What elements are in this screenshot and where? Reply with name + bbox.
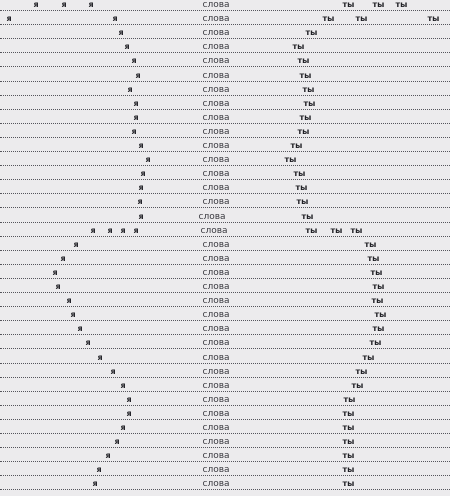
word-me: я xyxy=(105,451,111,461)
word-me: я xyxy=(140,169,146,179)
text-line xyxy=(0,213,450,223)
word-me: я xyxy=(114,437,120,447)
text-line xyxy=(0,128,450,138)
word-you: ты xyxy=(296,197,309,207)
text-line xyxy=(0,424,450,434)
word-me: я xyxy=(120,423,126,432)
text-line xyxy=(0,466,450,476)
word-you: ты xyxy=(367,253,380,263)
word-you: ты xyxy=(369,338,382,348)
word-me: я xyxy=(52,267,58,277)
text-line xyxy=(0,142,450,152)
word-you: ты xyxy=(364,239,377,249)
word-words: слова xyxy=(202,98,230,109)
text-line xyxy=(0,354,450,364)
text-line xyxy=(0,283,450,293)
word-you: ты xyxy=(342,479,355,489)
word-words: слова xyxy=(202,267,230,278)
word-you: ты xyxy=(302,84,315,94)
word-you: ты xyxy=(299,112,312,122)
word-you: ты xyxy=(295,183,308,193)
word-me: я xyxy=(90,225,96,235)
word-you: ты xyxy=(293,169,306,179)
word-words: слова xyxy=(202,338,230,349)
word-you: ты xyxy=(372,324,385,334)
word-words: слова xyxy=(202,394,230,405)
word-me: я xyxy=(131,56,137,66)
text-line xyxy=(0,198,450,208)
text-line xyxy=(0,311,450,321)
word-words: слова xyxy=(202,239,230,250)
text-line xyxy=(0,269,450,279)
word-you: ты xyxy=(292,42,305,52)
word-words: слова xyxy=(200,225,228,236)
word-words: слова xyxy=(202,183,230,194)
word-me: я xyxy=(88,0,94,9)
word-words: слова xyxy=(202,437,230,448)
word-me: я xyxy=(138,141,144,150)
text-line xyxy=(0,170,450,180)
word-you: ты xyxy=(305,28,318,38)
word-words: слова xyxy=(202,42,230,53)
word-words: слова xyxy=(202,169,230,180)
word-words: слова xyxy=(202,296,230,307)
text-line xyxy=(0,86,450,96)
word-words: слова xyxy=(202,253,230,264)
text-line xyxy=(0,1,450,11)
word-you: ты xyxy=(284,155,297,165)
word-words: слова xyxy=(202,352,230,363)
word-me: я xyxy=(107,225,113,235)
word-me: я xyxy=(138,183,144,193)
word-me: я xyxy=(138,211,144,221)
word-me: я xyxy=(96,465,102,475)
word-me: я xyxy=(66,296,72,306)
word-me: я xyxy=(131,126,137,136)
word-words: слова xyxy=(198,211,226,222)
word-words: слова xyxy=(202,56,230,67)
word-words: слова xyxy=(202,324,230,335)
text-line xyxy=(0,227,450,237)
word-you: ты xyxy=(355,14,368,24)
word-me: я xyxy=(77,324,83,334)
word-words: слова xyxy=(202,465,230,476)
word-you: ты xyxy=(370,267,383,277)
text-line xyxy=(0,325,450,335)
word-me: я xyxy=(61,0,67,9)
word-you: ты xyxy=(342,408,355,418)
text-line xyxy=(0,72,450,82)
word-me: я xyxy=(112,14,118,24)
text-line xyxy=(0,255,450,265)
word-me: я xyxy=(97,352,103,362)
word-words: слова xyxy=(202,366,230,377)
word-you: ты xyxy=(290,141,303,150)
text-line xyxy=(0,297,450,307)
word-me: я xyxy=(124,42,130,52)
word-you: ты xyxy=(372,282,385,291)
text-line xyxy=(0,339,450,349)
word-words: слова xyxy=(202,0,230,10)
word-words: слова xyxy=(202,141,230,151)
word-me: я xyxy=(133,225,139,235)
word-me: я xyxy=(60,253,66,263)
word-you: ты xyxy=(301,211,314,221)
text-line xyxy=(0,480,450,490)
word-you: ты xyxy=(351,380,364,390)
word-me: я xyxy=(120,380,126,390)
text-line xyxy=(0,438,450,448)
word-me: я xyxy=(6,14,12,24)
word-words: слова xyxy=(202,14,230,25)
word-words: слова xyxy=(202,310,230,321)
word-you: ты xyxy=(342,437,355,447)
word-words: слова xyxy=(202,479,230,490)
text-line xyxy=(0,382,450,392)
word-words: слова xyxy=(202,126,230,137)
word-me: я xyxy=(126,394,132,404)
text-line xyxy=(0,410,450,420)
text-line xyxy=(0,100,450,110)
word-words: слова xyxy=(202,197,230,208)
word-you: ты xyxy=(371,296,384,306)
word-me: я xyxy=(133,98,139,108)
word-you: ты xyxy=(299,70,312,80)
word-words: слова xyxy=(202,423,230,433)
word-me: я xyxy=(126,408,132,418)
text-line xyxy=(0,43,450,53)
word-you: ты xyxy=(305,225,318,235)
word-words: слова xyxy=(202,70,230,81)
word-you: ты xyxy=(427,14,440,24)
word-me: я xyxy=(85,338,91,348)
word-me: я xyxy=(137,197,143,207)
word-words: слова xyxy=(202,84,230,95)
word-me: я xyxy=(110,366,116,376)
word-you: ты xyxy=(355,366,368,376)
word-you: ты xyxy=(297,126,310,136)
word-me: я xyxy=(92,479,98,489)
word-you: ты xyxy=(374,310,387,320)
text-line xyxy=(0,368,450,378)
word-me: я xyxy=(118,28,124,38)
word-you: ты xyxy=(342,451,355,461)
text-line xyxy=(0,15,450,25)
text-line xyxy=(0,396,450,406)
word-me: я xyxy=(127,84,133,94)
word-words: слова xyxy=(202,451,230,462)
word-words: слова xyxy=(202,408,230,419)
word-you: ты xyxy=(342,465,355,475)
word-you: ты xyxy=(330,225,343,235)
word-you: ты xyxy=(362,352,375,362)
word-you: ты xyxy=(343,394,356,404)
text-line xyxy=(0,114,450,124)
word-you: ты xyxy=(350,225,363,235)
word-you: ты xyxy=(342,423,355,432)
word-you: ты xyxy=(342,0,355,9)
text-line xyxy=(0,452,450,462)
word-you: ты xyxy=(303,98,316,108)
text-line xyxy=(0,184,450,194)
word-you: ты xyxy=(395,0,408,9)
word-me: я xyxy=(135,70,141,80)
word-me: я xyxy=(73,239,79,249)
text-line xyxy=(0,241,450,251)
text-line xyxy=(0,57,450,67)
word-me: я xyxy=(120,225,126,235)
word-words: слова xyxy=(202,380,230,391)
word-you: ты xyxy=(297,56,310,66)
word-me: я xyxy=(145,155,151,165)
text-line xyxy=(0,29,450,39)
word-words: слова xyxy=(202,28,230,39)
word-me: я xyxy=(33,0,39,9)
word-me: я xyxy=(55,282,61,291)
word-me: я xyxy=(70,310,76,320)
word-words: слова xyxy=(202,282,230,292)
word-you: ты xyxy=(372,0,385,9)
word-you: ты xyxy=(322,14,335,24)
word-words: слова xyxy=(202,155,230,166)
word-me: я xyxy=(133,112,139,122)
word-words: слова xyxy=(202,112,230,123)
text-line xyxy=(0,156,450,166)
